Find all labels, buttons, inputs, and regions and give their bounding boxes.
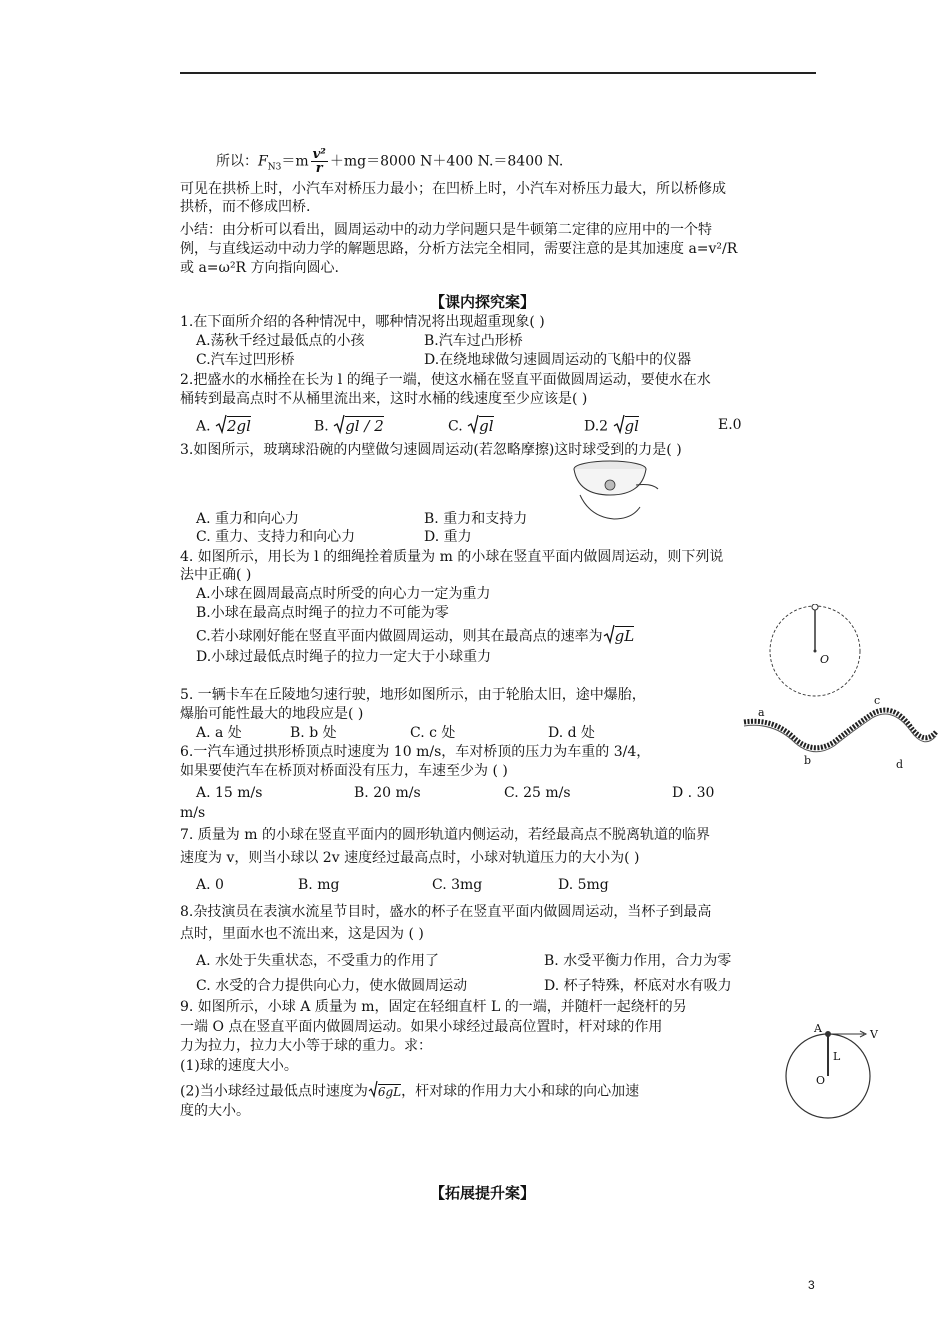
- q7-stem-l1: 7. 质量为 m 的小球在竖直平面内的圆形轨道内侧运动，若经最高点不脱离轨道的临界: [180, 827, 710, 843]
- q9-sub2-expr: 6gL: [377, 1084, 402, 1099]
- q7-option-d: D. 5mg: [558, 877, 609, 893]
- pendulum-label-o: O: [820, 653, 830, 666]
- q9-sub2-l1: [180, 1080, 639, 1103]
- intro-p2-l1: 小结：由分析可以看出，圆周运动中的动力学问题只是牛顿第二定律的应用中的一个特: [180, 222, 712, 238]
- q7-option-b: B. mg: [298, 877, 340, 893]
- intro-p1-l1: 可见在拱桥上时，小汽车对桥压力最小；在凹桥上时，小汽车对桥压力最大，所以桥修成: [180, 181, 726, 197]
- q1-option-d: D.在绕地球做匀速圆周运动的飞船中的仪器: [424, 352, 692, 368]
- q1-option-a: A.荡秋千经过最低点的小孩: [196, 333, 365, 349]
- formula-fraction: [311, 148, 328, 175]
- formula-rest: ＋mg＝8000 N＋400 N.＝8400 N.: [329, 153, 564, 170]
- q3-option-c: C. 重力、支持力和向心力: [196, 529, 356, 545]
- q9-stem-l2: 一端 O 点在竖直平面内做圆周运动。如果小球经过最高位置时，杆对球的作用: [180, 1019, 663, 1035]
- terrain-label-d: d: [896, 758, 904, 771]
- q5-option-d: D. d 处: [548, 725, 596, 741]
- q3-option-b: B. 重力和支持力: [424, 511, 528, 527]
- q4-c-text: C.若小球刚好能在竖直平面内做圆周运动，则其在最高点的速率为: [196, 628, 603, 645]
- q6-option-d: D . 30: [672, 785, 715, 801]
- q2-c-label: C.: [448, 418, 463, 435]
- q2-option-e: E.0: [718, 417, 742, 433]
- intro-p2-l2: 例，与直线运动中动力学的解题思路，分析方法完全相同，需要注意的是其加速度 a=v²/R: [180, 241, 738, 257]
- rod-label-o: O: [816, 1074, 826, 1087]
- q8-option-c: C. 水受的合力提供向心力，使水做圆周运动: [196, 978, 468, 994]
- q8-stem-l2: 点时，里面水也不流出来，这是因为 ( ): [180, 926, 424, 942]
- section-title-inclass: 【课内探究案】: [430, 293, 536, 311]
- q9-sub2-text: (2)当小球经过最低点时速度为: [180, 1083, 368, 1100]
- sqrt-symbol: [613, 414, 625, 439]
- q9-sub1: (1)球的速度大小。: [180, 1058, 298, 1074]
- rod-figure: [784, 1014, 884, 1124]
- q3-option-a: A. 重力和向心力: [196, 511, 300, 527]
- q4-option-d: D.小球过最低点时绳子的拉力一定大于小球重力: [196, 649, 492, 665]
- q2-option-c: [448, 414, 494, 439]
- q2-d-expr: gl: [624, 416, 639, 435]
- q5-option-a: A. a 处: [196, 725, 242, 741]
- rod-label-v: V: [870, 1028, 878, 1041]
- q2-stem-l2: 桶转到最高点时不从桶里流出来，这时水桶的线速度至少应该是( ): [180, 391, 588, 407]
- rod-label-a: A: [814, 1022, 822, 1035]
- formula-sub: N3: [267, 162, 282, 173]
- q4-option-a: A.小球在圆周最高点时所受的向心力一定为重力: [196, 586, 491, 602]
- q9-stem-l3: 力为拉力，拉力大小等于球的重力。求：: [180, 1038, 432, 1054]
- rod-label-l: L: [833, 1050, 841, 1063]
- terrain-figure: [742, 696, 938, 772]
- q7-option-a: A. 0: [196, 877, 224, 893]
- q2-b-expr: gl / 2: [345, 416, 384, 435]
- q2-option-a: [196, 414, 251, 439]
- sqrt-symbol: [333, 414, 345, 439]
- q7-stem-l2: 速度为 v，则当小球以 2v 速度经过最高点时，小球对轨道压力的大小为( ): [180, 850, 640, 866]
- q6-option-a: A. 15 m/s: [196, 785, 263, 801]
- q2-stem-l1: 2.把盛水的水桶拴在长为 l 的绳子一端，使这水桶在竖直平面做圆周运动，要使水在水: [180, 372, 711, 388]
- q2-option-b: [314, 414, 384, 439]
- q9-sub2-text-b: ，杆对球的作用力大小和球的向心加速: [401, 1083, 640, 1100]
- sqrt-symbol: [603, 624, 615, 649]
- q8-option-a: A. 水处于失重状态，不受重力的作用了: [196, 953, 440, 969]
- q5-option-b: B. b 处: [290, 725, 337, 741]
- q8-option-b: B. 水受平衡力作用，合力为零: [544, 953, 732, 969]
- q9-stem-l1: 9. 如图所示，小球 A 质量为 m，固定在轻细直杆 L 的一端，并随杆一起绕杆的另: [180, 999, 687, 1015]
- terrain-label-c: c: [874, 694, 881, 707]
- q4-stem-l2: 法中正确( ): [180, 567, 252, 583]
- bowl-figure: [570, 455, 660, 525]
- q8-stem-l1: 8.杂技演员在表演水流星节目时，盛水的杯子在竖直平面内做圆周运动，当杯子到最高: [180, 904, 712, 920]
- q1-option-c: C.汽车过凹形桥: [196, 352, 295, 368]
- q9-sub2-l2: 度的大小。: [180, 1103, 250, 1119]
- q4-c-expr: gL: [614, 626, 635, 645]
- q2-a-label: A.: [196, 418, 211, 435]
- q6-option-c: C. 25 m/s: [504, 785, 571, 801]
- q4-stem-l1: 4. 如图所示，用长为 l 的细绳拴着质量为 m 的小球在竖直平面内做圆周运动，则下列说: [180, 549, 724, 565]
- q8-option-d: D. 杯子特殊，杯底对水有吸力: [544, 978, 732, 994]
- q6-option-d-unit: m/s: [180, 805, 206, 821]
- intro-formula: [216, 148, 563, 176]
- q2-c-expr: gl: [479, 416, 494, 435]
- q5-option-c: C. c 处: [410, 725, 456, 741]
- formula-num: v²: [312, 147, 326, 162]
- q6-stem-l1: 6.一汽车通过拱形桥顶点时速度为 10 m/s，车对桥顶的压力为车重的 3/4，: [180, 744, 651, 760]
- sqrt-symbol: [368, 1080, 378, 1103]
- q6-stem-l2: 如果要使汽车在桥顶对桥面没有压力，车速至少为 ( ): [180, 763, 508, 779]
- q1-option-b: B.汽车过凸形桥: [424, 333, 523, 349]
- section-title-extension: 【拓展提升案】: [430, 1184, 536, 1202]
- header-rule: [180, 72, 816, 74]
- intro-p1-l2: 拱桥，而不修成凹桥.: [180, 199, 311, 215]
- q4-option-b: B.小球在最高点时绳子的拉力不可能为零: [196, 605, 449, 621]
- intro-p2-l3: 或 a=ω²R 方向指向圆心.: [180, 260, 339, 276]
- q2-b-label: B.: [314, 418, 329, 435]
- q3-option-d: D. 重力: [424, 529, 472, 545]
- sqrt-symbol: [215, 414, 227, 439]
- q2-d-label: D.2: [584, 418, 609, 435]
- formula-den: r: [315, 161, 323, 176]
- q5-stem-l2: 爆胎可能性最大的地段应是( ): [180, 706, 364, 722]
- formula-F: F: [258, 153, 268, 170]
- q4-option-c: [196, 624, 634, 649]
- page-number: 3: [808, 1278, 815, 1292]
- q3-stem: 3.如图所示，玻璃球沿碗的内壁做匀速圆周运动(若忽略摩擦)这时球受到的力是( ): [180, 442, 682, 458]
- formula-prefix: 所以：: [216, 153, 258, 170]
- q2-option-d: [584, 414, 639, 439]
- terrain-label-a: a: [758, 706, 765, 719]
- sqrt-symbol: [467, 414, 479, 439]
- q5-stem-l1: 5. 一辆卡车在丘陵地匀速行驶，地形如图所示，由于轮胎太旧，途中爆胎，: [180, 687, 646, 703]
- q7-option-c: C. 3mg: [432, 877, 483, 893]
- q2-a-expr: 2gl: [227, 416, 251, 435]
- formula-eq: ＝m: [281, 153, 309, 170]
- q6-option-b: B. 20 m/s: [354, 785, 421, 801]
- q1-stem: 1.在下面所介绍的各种情况中，哪种情况将出现超重现象( ): [180, 314, 545, 330]
- pendulum-figure: [768, 604, 862, 698]
- terrain-label-b: b: [804, 754, 812, 767]
